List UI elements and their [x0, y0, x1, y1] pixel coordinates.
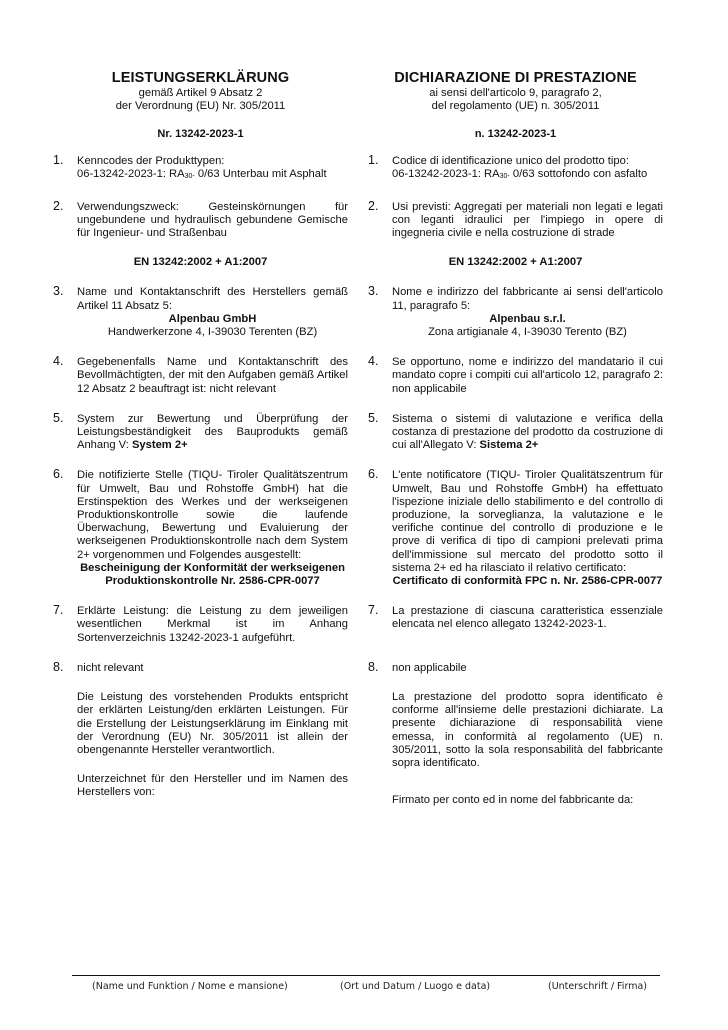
section-5 — [53, 410, 348, 453]
section-number: 5. — [368, 410, 379, 425]
notified-body: L'ente notificatore (TIQU- Tiroler Qualitätszentrum für Umwelt, Bau und Rohstoffe GmbH) ha effettuato l'ispezione iniziale dello stabilimento e del controllo di produzione, la sorveglianza, la valutazione e le verifiche continue del controllo di produzione e le prove di verifica di tipo di campioni prelevati prima dell'immissione sul mercato del prodotto sotto il sistema 2+ ed ha rilasciato il relativo certificato: — [392, 469, 663, 574]
specific-technical-documentation: non applicabile — [392, 661, 467, 674]
section-2 — [53, 198, 348, 241]
section-number: 2. — [368, 198, 379, 213]
subtitle-line-2: der Verordnung (EU) Nr. 305/2011 — [115, 100, 286, 112]
section-number: 8. — [368, 659, 379, 674]
declared-performance: Erklärte Leistung: die Leistung zu dem jeweiligen wesentlichen Merkmal ist im Anhang Sortenverzeichnis 13242-2023-1 aufgeführt. — [77, 605, 348, 644]
manufacturer-address: Handwerkerzone 4, I-39030 Terenten (BZ) — [107, 326, 318, 339]
section-number: 3. — [368, 284, 379, 299]
product-type-label: Codice di identificazione unico del prodotto tipo: — [392, 155, 629, 168]
product-type-code: 06-13242-2023-1: $RA_{30-}$ 0/63 Unterbau mit Asphalt — [77, 168, 327, 181]
specific-technical-documentation: nicht relevant — [77, 661, 144, 674]
section-number: 2. — [53, 198, 64, 213]
section-number: 6. — [368, 467, 379, 482]
section-4 — [368, 356, 663, 396]
section-number: 5. — [53, 410, 64, 425]
section-number: 6. — [53, 467, 64, 482]
section-6 — [368, 469, 663, 588]
column-italian — [368, 70, 663, 807]
section-5 — [368, 410, 663, 453]
harmonised-standard: EN 13242:2002 + A1:2007 — [448, 256, 583, 269]
notified-body: Die notifizierte Stelle (TIQU- Tiroler Qualitätszentrum für Umwelt, Bau und Rohstoffe GmbH) hat die Erstinspektion des Werkes und der werkseigenen Produktionskontrolle sowie die laufende Überwachung, Bewertung und Evaluierung der werkseigenen Produktionskontrolle nach dem System 2+ vorgenommen und Folgendes ausgestellt: — [77, 469, 348, 561]
subtitle-line-2: del regolamento (UE) n. 305/2011 — [431, 100, 600, 112]
signed-for-label: Unterzeichnet für den Hersteller und im Namen des Herstellers von: — [77, 773, 348, 799]
manufacturer-address: Zona artigianale 4, I-39030 Terento (BZ) — [428, 326, 627, 339]
section-4 — [53, 356, 348, 396]
declared-performance: La prestazione di ciascuna caratteristica essenziale elencata nel elenco allegato 13242-2023-1. — [392, 605, 663, 631]
section-number: 1. — [368, 153, 379, 168]
responsibility-statement: Die Leistung des vorstehenden Produkts entspricht der erklärten Leistung/den erklärten Leistungen. Für die Erstellung der Leistungserklärung im Einklang mit der Verordnung (EU) Nr. 305/2011 ist allein der obengenannte Hersteller verantwortlich. — [77, 691, 348, 756]
declaration-number: n. 13242-2023-1 — [474, 128, 557, 140]
product-type-code: 06-13242-2023-1: $RA_{30-}$ 0/63 sottofondo con asfalto — [392, 168, 648, 181]
section-8 — [368, 659, 663, 808]
header-german — [53, 70, 348, 113]
declaration-number: Nr. 13242-2023-1 — [157, 128, 244, 140]
section-number: 8. — [53, 659, 64, 674]
intended-use: Verwendungszweck: Gesteinskörnungen für ungebundene und hydraulisch gebundene Gemische für Ingenieur- und Straßenbau — [77, 200, 348, 240]
certificate-line-1: Certificato di conformità FPC n. Nr. 2586-CPR-0077 — [392, 575, 663, 588]
manufacturer-label: Name und Kontaktanschrift des Herstellers gemäß Artikel 11 Absatz 5: — [77, 286, 348, 312]
manufacturer-name: Alpenbau s.r.l. — [489, 312, 566, 325]
section-number: 7. — [368, 603, 379, 618]
manufacturer-label: Nome e indirizzo del fabbricante ai sensi dell'articolo 11, paragrafo 5: — [392, 286, 663, 312]
section-2 — [368, 198, 663, 241]
harmonised-standard: EN 13242:2002 + A1:2007 — [133, 256, 268, 269]
footer-place-date: (Ort und Datum / Luogo e data) — [340, 981, 491, 992]
subtitle-line-1: ai sensi dell'articolo 9, paragrafo 2, — [429, 87, 602, 99]
section-3 — [368, 286, 663, 339]
header-italian — [368, 70, 663, 113]
section-1 — [368, 155, 663, 183]
section-number: 4. — [53, 354, 64, 369]
section-8 — [53, 659, 348, 800]
section-number: 7. — [53, 603, 64, 618]
product-type-label: Kenncodes der Produkttypen: — [77, 155, 225, 168]
section-1 — [53, 155, 348, 183]
certificate-line-1: Bescheinigung der Konformität der werkseigenen — [80, 561, 345, 574]
footer-signature: (Unterschrift / Firma) — [548, 981, 647, 992]
section-7 — [368, 605, 663, 631]
document-title: DICHIARAZIONE DI PRESTAZIONE — [394, 70, 637, 86]
authorised-representative: Se opportuno, nome e indirizzo del mandatario il cui mandato copre i compiti cui all'articolo 12, paragrafo 2: non applicabile — [392, 356, 663, 395]
authorised-representative: Gegebenenfalls Name und Kontaktanschrift des Bevollmächtigten, der mit den Aufgaben gemäß Artikel 12 Absatz 2 beauftragt ist: nicht relevant — [77, 356, 348, 395]
signed-for-label: Firmato per conto ed in nome del fabbricante da: — [392, 794, 634, 807]
document-title: LEISTUNGSERKLÄRUNG — [111, 70, 290, 86]
section-3 — [53, 286, 348, 339]
subtitle-line-1: gemäß Artikel 9 Absatz 2 — [138, 87, 263, 99]
column-german — [53, 70, 348, 800]
section-6 — [53, 469, 348, 588]
footer-name-function: (Name und Funktion / Nome e mansione) — [92, 981, 288, 992]
certificate-line-2: Produktionskontrolle Nr. 2586-CPR-0077 — [105, 575, 320, 588]
section-7 — [53, 605, 348, 645]
signature-line — [72, 975, 660, 976]
responsibility-statement: La prestazione del prodotto sopra identificato è conforme all'insieme delle prestazioni dichiarate. La presente dichiarazione di responsabilità viene emessa, in conformità al regolamento (UE) n. 305/2011, sotto la sola responsabilità del fabbricante sopra identificato. — [392, 690, 663, 769]
intended-use: Usi previsti: Aggregati per materiali non legati e legati con leganti idraulici per l'impiego in opere di ingegneria civile e nella costruzione di strade — [392, 200, 663, 240]
avcp-system: System zur Bewertung und Überprüfung der Leistungsbeständigkeit des Bauprodukts gemäß Anhang V: System 2+ — [77, 412, 348, 452]
avcp-system: Sistema o sistemi di valutazione e verifica della costanza di prestazione del prodotto da costruzione di cui all'Allegato V: Sistema 2+ — [392, 412, 663, 452]
section-number: 1. — [53, 153, 64, 168]
section-number: 3. — [53, 284, 64, 299]
section-number: 4. — [368, 354, 379, 369]
manufacturer-name: Alpenbau GmbH — [168, 312, 257, 325]
